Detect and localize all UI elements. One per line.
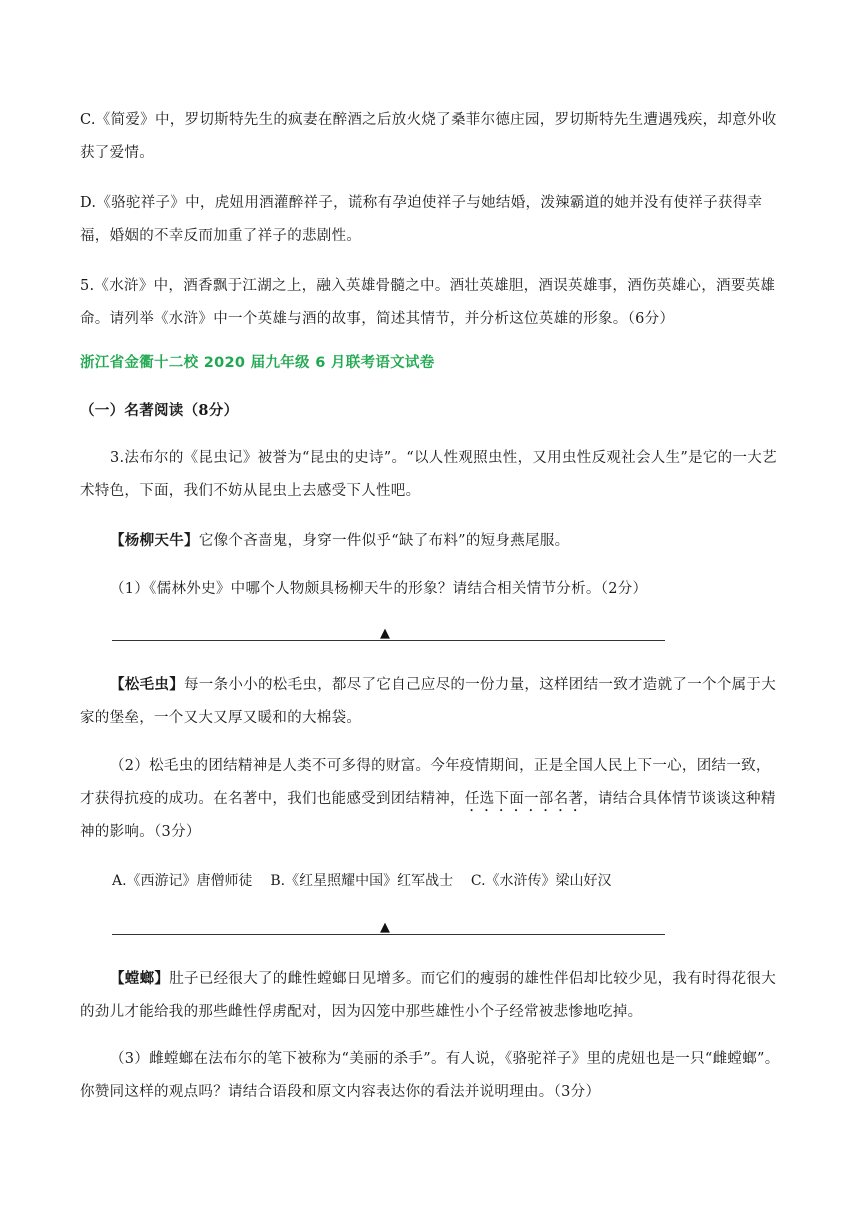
question-3-1: （1）《儒林外史》中哪个人物颇具杨柳天牛的形象？请结合相关情节分析。（2分） — [110, 581, 648, 597]
songmao-text: 每一条小小的松毛虫，都尽了它自己应尽的一份力量，这样团结一致才造就了一个个属于大家的堡垒，一个又大又厚又暖和的大棉袋。 — [80, 677, 776, 726]
answer-marker: ▲ — [380, 626, 390, 641]
songmao-passage — [80, 668, 780, 735]
question-3-3: （3）雌螳螂在法布尔的笔下被称为“美丽的杀手”。有人说，《骆驼祥子》里的虎妞也是一只“雌螳螂”。你赞同这样的观点吗？请结合语段和原文内容表达你的看法并说明理由。（3分） — [80, 1051, 780, 1100]
section-title: （一）名著阅读（8分） — [80, 402, 239, 419]
tanglang-text: 肚子已经很大了的雌性螳螂日见增多。而它们的瘦弱的雄性伴侣却比较少见，我有时得花很大的劲儿才能给我的那些雌性俘虏配对，因为囚笼中那些雄性小个子经常被悲惨地吃掉。 — [80, 971, 776, 1020]
question-3-2 — [80, 750, 780, 849]
songmao-label: 【松毛虫】 — [110, 676, 184, 693]
tanglang-passage — [80, 962, 780, 1029]
answer-line — [112, 640, 665, 641]
answer-marker: ▲ — [380, 920, 390, 935]
option-c: C.《简爱》中，罗切斯特先生的疯妻在醉酒之后放火烧了桑菲尔德庄园，罗切斯特先生遭遇残疾，却意外收获了爱情。 — [80, 112, 777, 161]
option-d: D.《骆驼祥子》中，虎妞用酒灌醉祥子，谎称有孕迫使祥子与她结婚，泼辣霸道的她并没有使祥子获得幸福，婚姻的不幸反而加重了祥子的悲剧性。 — [80, 195, 763, 244]
yangliu-label: 【杨柳天牛】 — [110, 532, 199, 549]
answer-line — [112, 934, 665, 935]
yangliu-text: 它像个吝啬鬼，身穿一件似乎“缺了布料”的短身燕尾服。 — [198, 533, 570, 549]
choice-list: A.《西游记》唐僧师徒 B.《红星照耀中国》红军战士 C.《水浒传》梁山好汉 — [112, 873, 612, 889]
yangliu-passage — [80, 524, 780, 558]
question-3-2-before: （2）松毛虫的团结精神是人类不可多得的财富。今年疫情期间，正是全国人民上下一心，团结一致，才获得抗疫的成功。在名著中，我们也能感受到团结精神， — [80, 758, 771, 807]
question-3-intro: 3.法布尔的《昆虫记》被誉为“昆虫的史诗”。“以人性观照虫性，又用虫性反观社会人生”是它的一大艺术特色，下面，我们不妨从昆虫上去感受下人性吧。 — [80, 450, 777, 499]
exam-source-heading: 浙江省金衢十二校 2020 届九年级 6 月联考语文试卷 — [80, 355, 435, 371]
question-3-2-after: ，请结合具体情节谈谈这种精神的影响。（3分） — [80, 791, 776, 840]
tanglang-label: 【螳螂】 — [110, 970, 170, 987]
question-5: 5.《水浒》中，酒香飘于江湖之上，融入英雄骨髓之中。酒壮英雄胆，酒误英雄事，酒伤英雄心，酒要英雄命。请列举《水浒》中一个英雄与酒的故事，简述其情节，并分析这位英雄的形象。（6分） — [80, 278, 776, 327]
question-3-2-emphasis: 任选下面一部名著 — [464, 791, 584, 807]
